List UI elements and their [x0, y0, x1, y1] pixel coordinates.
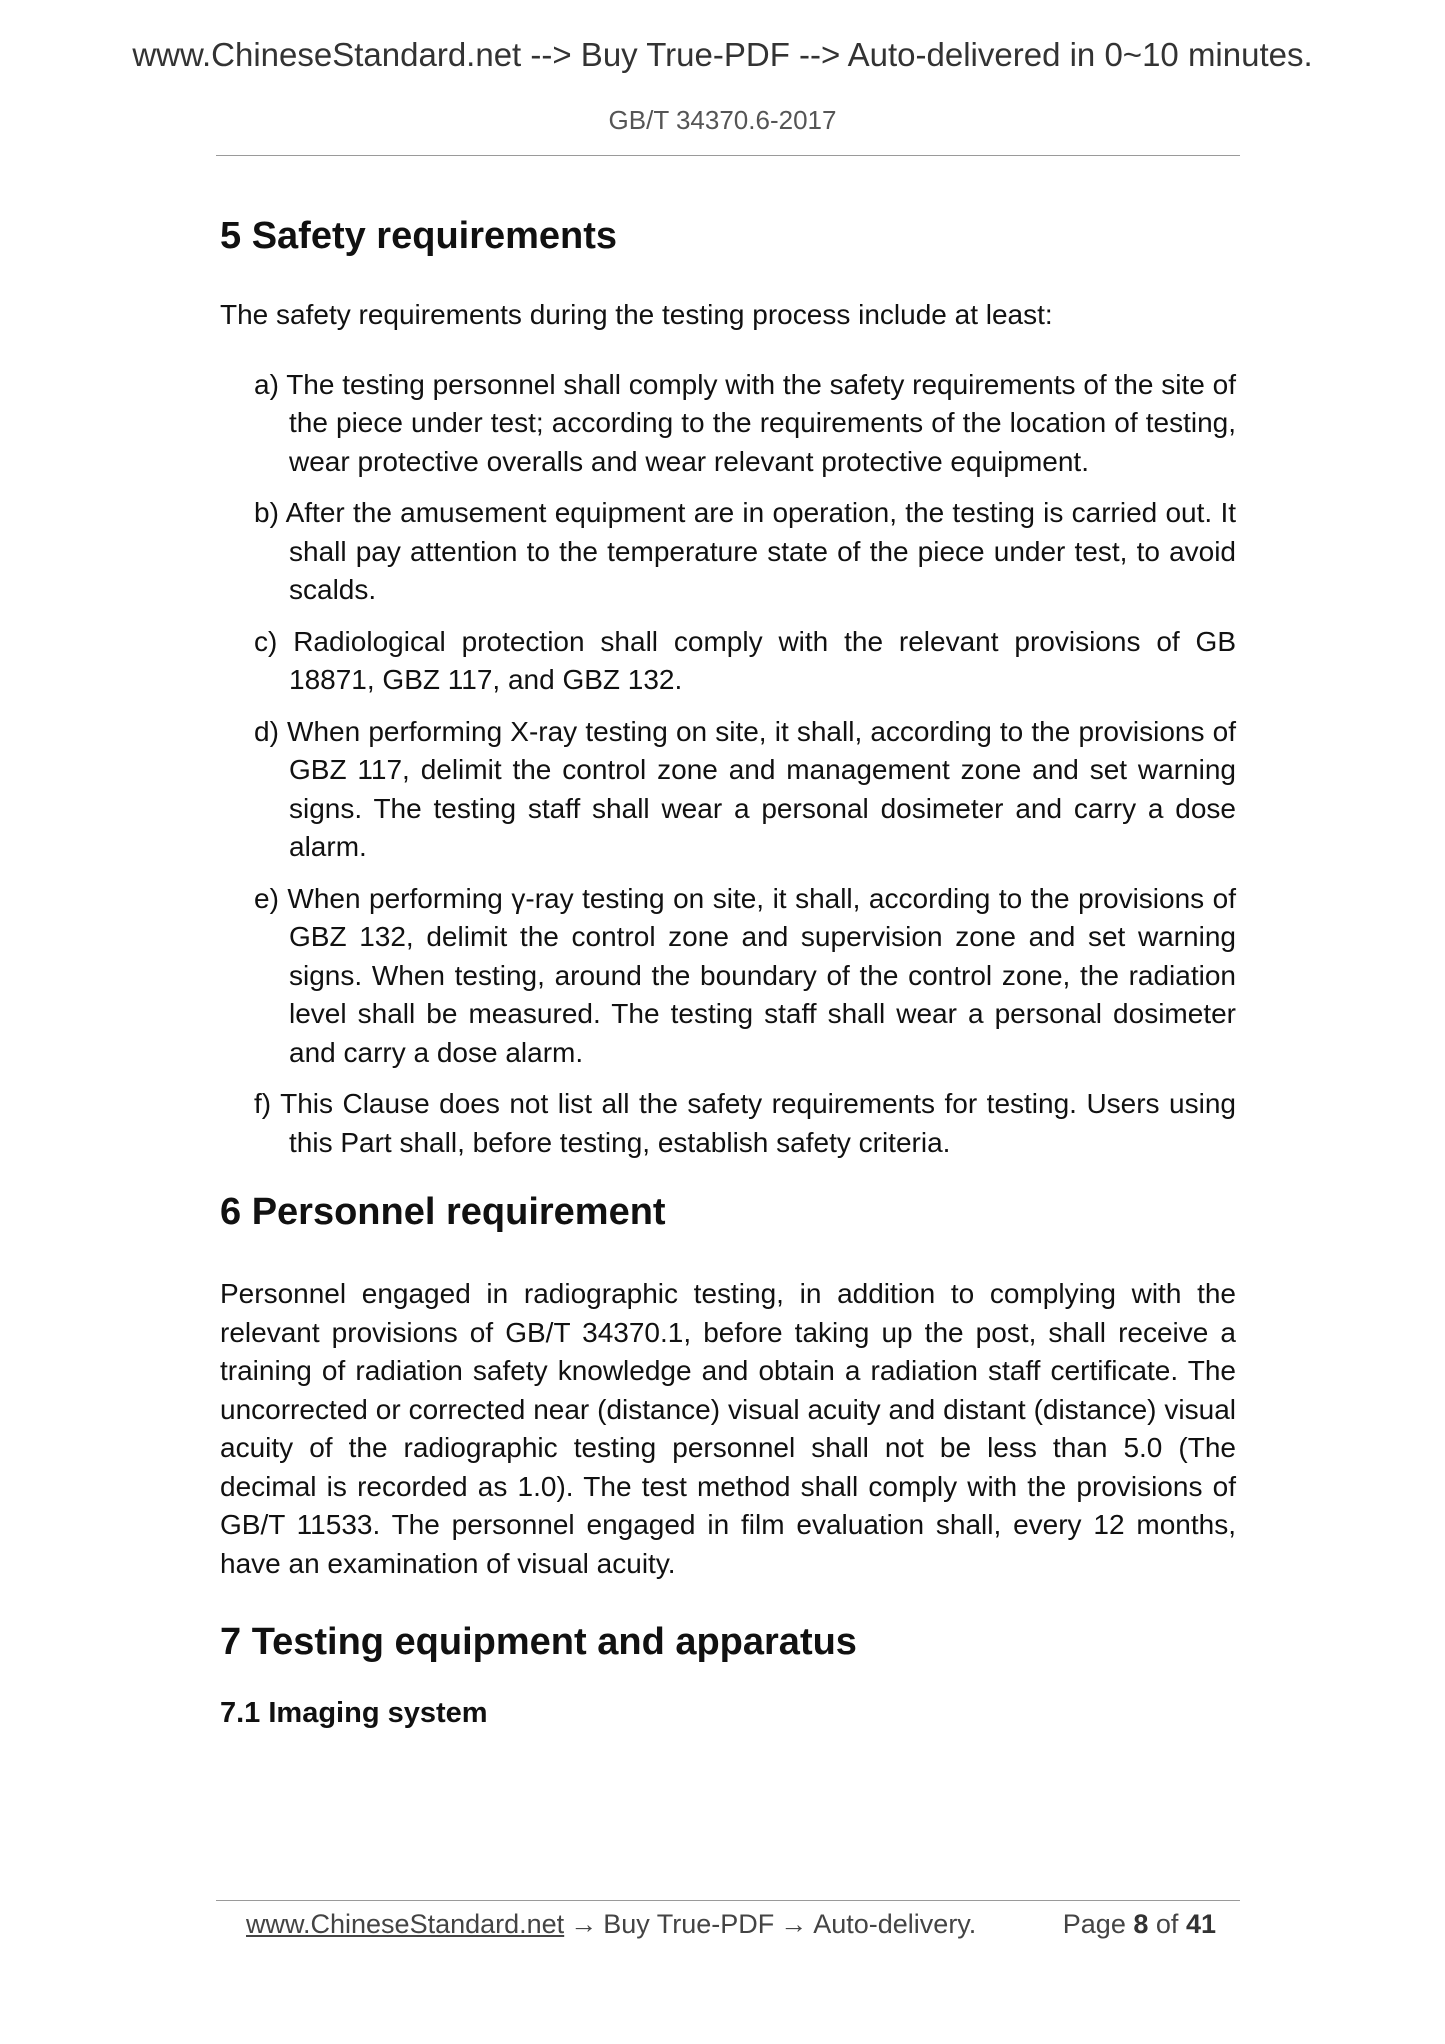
section-7-1-title: 7.1 Imaging system: [220, 1697, 488, 1729]
list-item-a: a) The testing personnel shall comply with the safety requirements of the site of the piece under test; according to the requirements of the location of testing, wear protective overalls and wear relevant protective equipment.: [254, 368, 1236, 477]
page-number: [1063, 1902, 1216, 1946]
list-item-e: e) When performing γ-ray testing on site, it shall, according to the provisions of GBZ 132, delimit the control zone and supervision zone and set warning signs. When testing, around the boundary of the control zone, the radiation level shall be measured. The testing staff shall wear a personal dosimeter and carry a dose alarm.: [254, 882, 1236, 1068]
list-item-b: b) After the amusement equipment are in operation, the testing is carried out. It shall pay attention to the temperature state of the piece under test, to avoid scalds.: [254, 497, 1236, 605]
page-label: Page: [1062, 1909, 1126, 1939]
right-arrow-icon: →: [780, 1909, 808, 1939]
total-pages: 41: [1185, 1909, 1216, 1939]
list-item-c: c) Radiological protection shall comply with the relevant provisions of GB 18871, GBZ 117, and GBZ 132.: [254, 625, 1236, 695]
list-item-f: f) This Clause does not list all the safety requirements for testing. Users using this Part shall, before testing, establish safety criteria.: [254, 1088, 1236, 1158]
of-label: of: [1155, 1909, 1179, 1939]
list-item-d: d) When performing X-ray testing on site, it shall, according to the provisions of GBZ 117, delimit the control zone and management zone and set warning signs. The testing staff shall wear a personal dosimeter and carry a dose alarm.: [254, 715, 1236, 862]
section-7-title: 7 Testing equipment and apparatus: [220, 1621, 857, 1663]
right-arrow-icon: →: [570, 1909, 598, 1939]
section-6-body: Personnel engaged in radiographic testing, in addition to complying with the relevant provisions of GB/T 34370.1, before taking up the post, shall receive a training of radiation safety knowledge and obtain a radiation staff certificate. The uncorrected or corrected near (distance) visual acuity and distant (distance) visual acuity of the radiographic testing personnel shall not be less than 5.0 (The decimal is recorded as 1.0). The test method shall comply with the provisions of GB/T 11533. The personnel engaged in film evaluation shall, every 12 months, have an examination of visual acuity.: [220, 1278, 1236, 1579]
footer-buy-text: Buy True-PDF: [603, 1909, 775, 1939]
footer-site-link[interactable]: www.ChineseStandard.net: [246, 1909, 565, 1939]
section-6-title: 6 Personnel requirement: [220, 1191, 666, 1233]
footer-divider: [216, 1900, 1240, 1901]
page-footer: [246, 1902, 1216, 1946]
current-page: 8: [1133, 1909, 1149, 1939]
footer-links: [246, 1902, 976, 1946]
standard-code: GB/T 34370.6-2017: [608, 105, 837, 135]
top-banner: www.ChineseStandard.net --> Buy True-PDF --> Auto-delivered in 0~10 minutes.: [132, 36, 1313, 73]
page-content: [220, 211, 1236, 1733]
section-5-intro: The safety requirements during the testing process include at least:: [220, 299, 1053, 330]
header-divider: [216, 155, 1240, 156]
footer-auto-text: Auto-delivery.: [813, 1909, 977, 1939]
section-5-title: 5 Safety requirements: [220, 215, 618, 257]
